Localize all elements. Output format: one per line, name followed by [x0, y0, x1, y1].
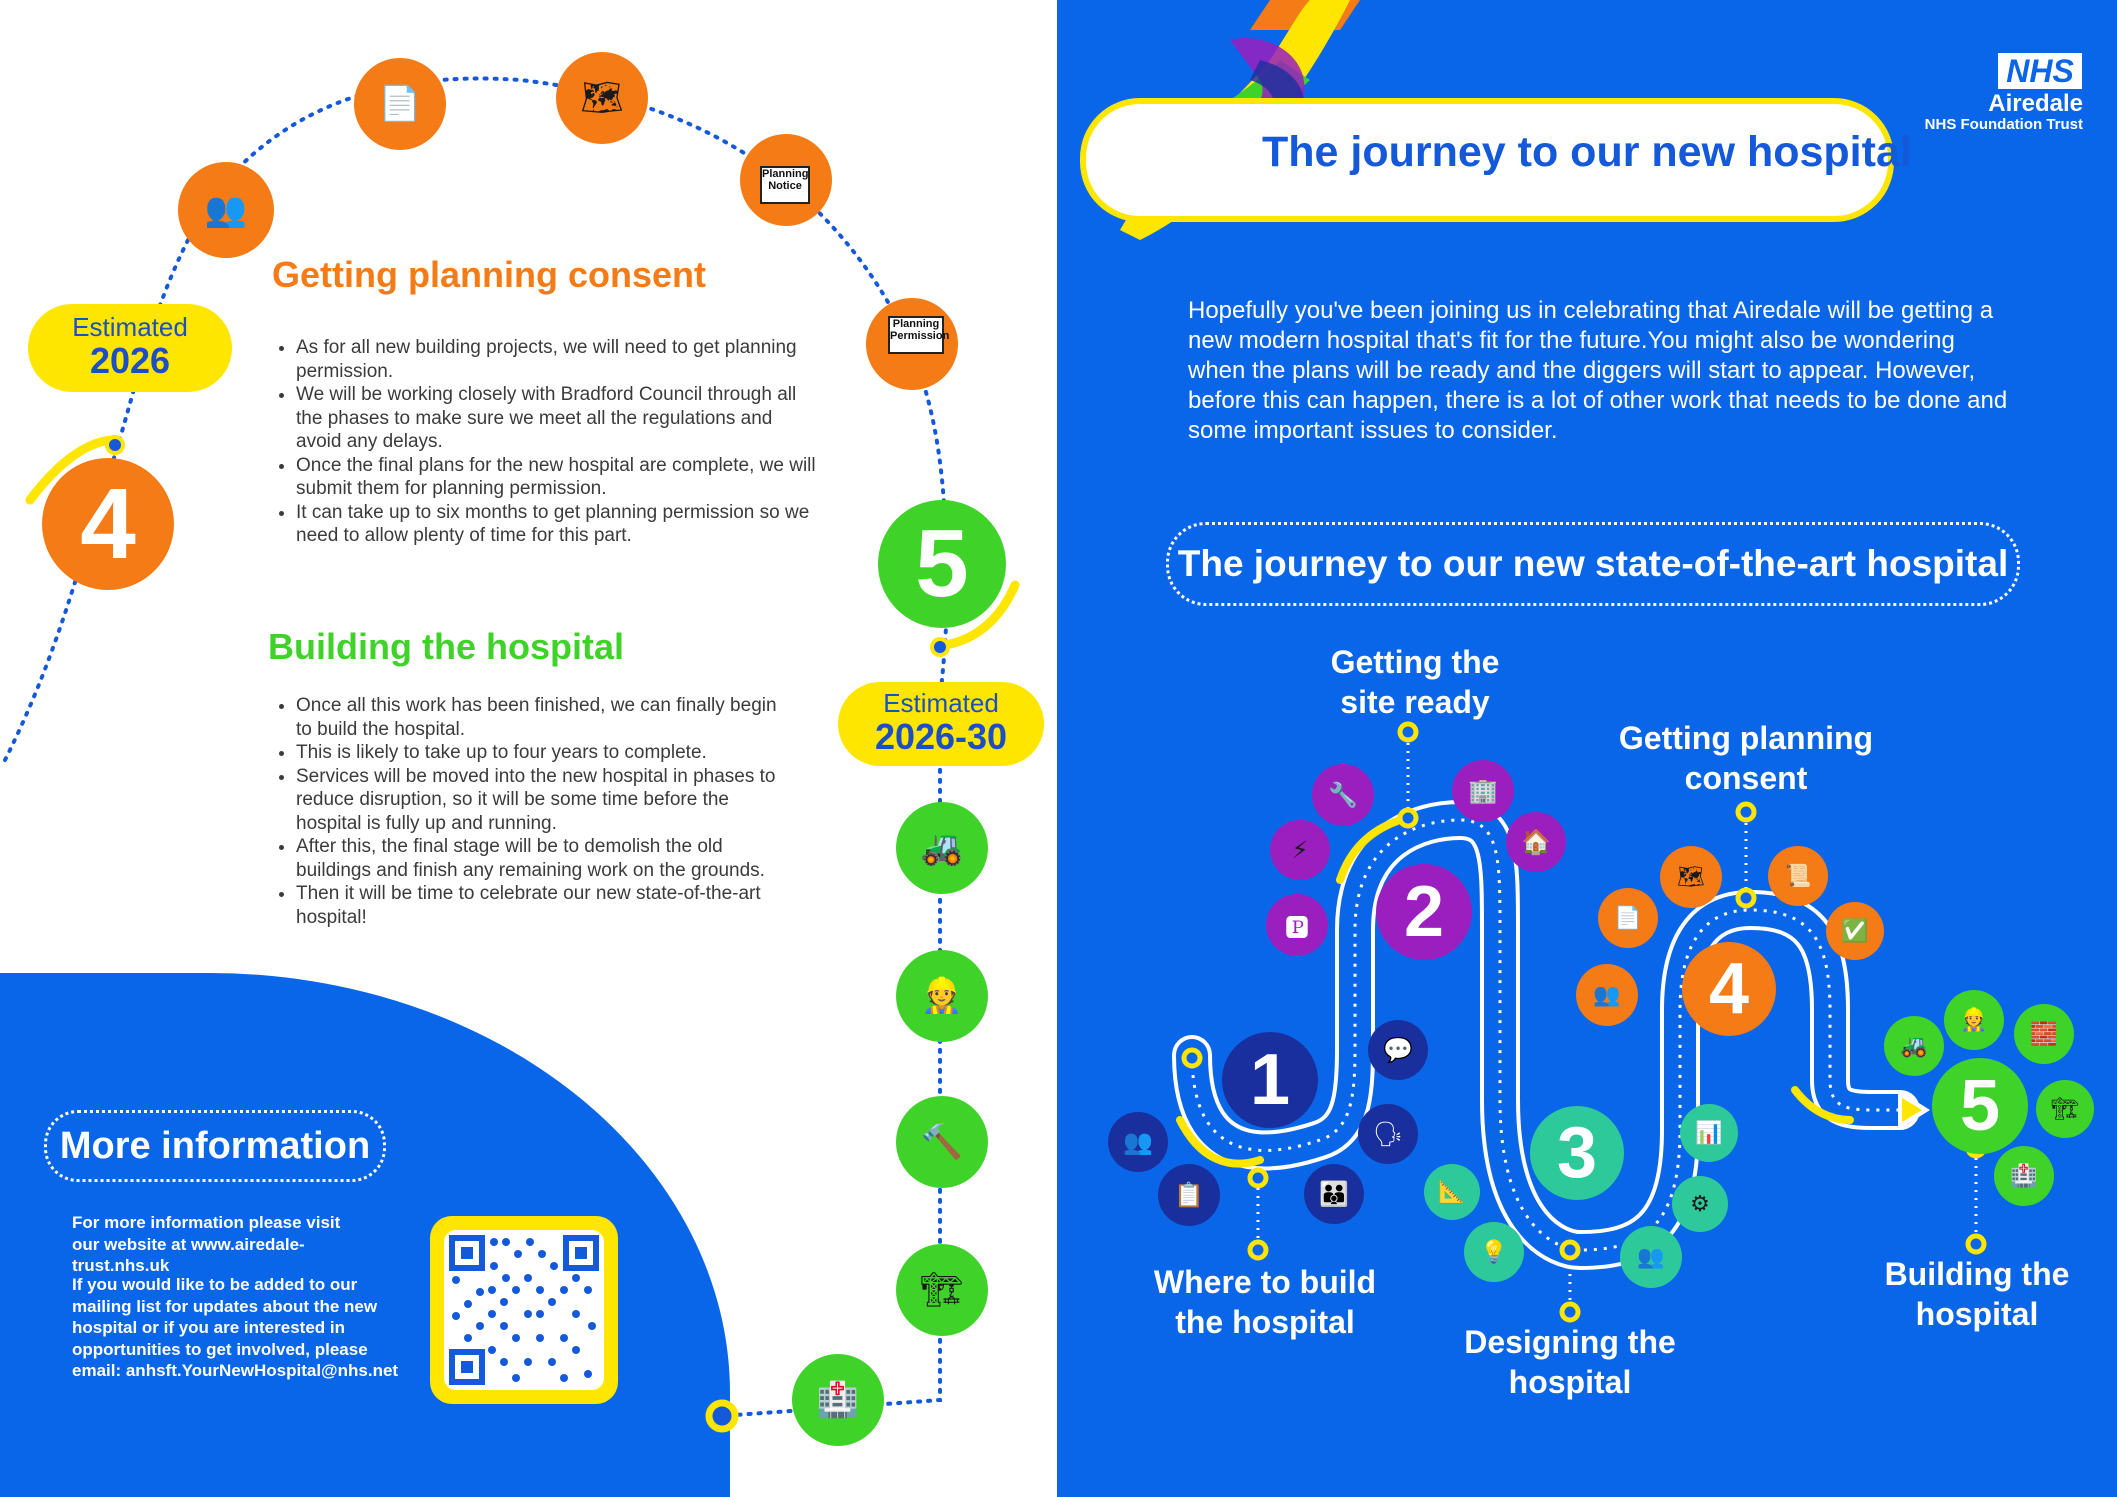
permission-icon: ✅ — [1826, 902, 1884, 960]
intro-paragraph: Hopefully you've been joining us in celebrating that Airedale will be getting a new modern hospital that's fit for the future.You might also be wondering when the plans will be ready and the diggers will start to appear. However, before this can happen, there is a lot of other work that needs to be done and some important issues to consider. — [1188, 297, 2008, 444]
crane-icon: 🏗 — [2036, 1080, 2094, 1138]
design-team-icon: 📐 — [1424, 1164, 1480, 1220]
mailing-list-info[interactable]: If you would like to be added to our mailing list for updates about the new hospital or if you are interested in opportunities to get involved, please email: anhsft.YourNewHospital@nhs.net — [72, 1275, 399, 1380]
org-name: Airedale — [1988, 90, 2083, 117]
settings-icon: ⚙ — [1672, 1176, 1728, 1232]
planning-permission-sign: Planning Permission — [888, 316, 944, 354]
step-2-circle: 2 — [1376, 864, 1472, 960]
consultation-icon: 👥 — [1576, 964, 1638, 1026]
list-item: • As for all new building projects, we will need to get planning permission. — [296, 336, 816, 383]
map-icon: 🗺 — [1660, 846, 1722, 908]
planning-notice-sign: Planning Notice — [760, 166, 810, 204]
list-item: • Once all this work has been finished, we can finally begin to build the hospital. — [296, 694, 796, 741]
utilities-icon: ⚡ — [1270, 820, 1330, 880]
list-item: • It can take up to six months to get planning permission so we need to allow plenty of time for this part. — [296, 501, 816, 548]
excavator-icon: 🚜 — [1884, 1016, 1944, 1076]
step-3-circle: 3 — [1530, 1106, 1624, 1200]
step-4-label: Getting planning consent — [1618, 720, 1874, 796]
list-item: • Services will be moved into the new hospital in phases to reduce disruption, so it will be some time before the hospital is fully up and running. — [296, 765, 796, 836]
bricklayer-icon: 🧱 — [2014, 1004, 2074, 1064]
people-meeting-icon: 👥 — [1108, 1112, 1168, 1172]
estimate-label: Estimated — [72, 312, 188, 342]
nhs-logo: NHS — [1998, 53, 2082, 89]
list-item: • After this, the final stage will be to demolish the old buildings and finish any remaining work on the grounds. — [296, 835, 796, 882]
building-site-icon: 🏢 — [1452, 760, 1514, 822]
website-info[interactable]: For more information please visit our website at www.airedale-trust.nhs.uk — [72, 1213, 341, 1275]
planning-people-icon: 👥 — [178, 162, 274, 258]
estimate-year: 2026 — [89, 340, 171, 381]
plans-document-icon: 📄 — [354, 58, 446, 150]
step-4-circle: 4 — [42, 458, 174, 590]
team-icon: 👪 — [1304, 1164, 1364, 1224]
plans-icon: 📄 — [1598, 888, 1658, 948]
page-title: The journey to our new hospital — [1262, 128, 1912, 176]
planning-heading: Getting planning consent — [272, 254, 706, 295]
worker-icon: 🔨 — [896, 1096, 988, 1188]
step-1-label: Where to build the hospital — [1153, 1264, 1377, 1340]
new-hospital-icon: 🏥 — [792, 1354, 884, 1446]
digger-icon: 🚜 — [896, 802, 988, 894]
journey-subtitle: The journey to our new state-of-the-art hospital — [1166, 522, 2020, 606]
list-item: • This is likely to take up to four years to complete. — [296, 741, 796, 765]
ideas-icon: 💡 — [1464, 1222, 1524, 1282]
survey-icon: 📋 — [1158, 1164, 1220, 1226]
parking-icon: 🅿 — [1266, 894, 1328, 956]
list-item: • Once the final plans for the new hospital are complete, we will submit them for planning permission. — [296, 454, 816, 501]
more-information-heading: More information — [44, 1110, 386, 1182]
step-4-circle: 4 — [1682, 942, 1776, 1036]
building-heading: Building the hospital — [268, 626, 624, 667]
step-2-label: Getting the site ready — [1330, 644, 1500, 720]
list-item: • Then it will be time to celebrate our new state-of-the-art hospital! — [296, 882, 796, 929]
estimate-label: Estimated — [883, 688, 999, 718]
estimate-year: 2026-30 — [874, 716, 1008, 757]
chat-icon: 💬 — [1368, 1020, 1428, 1080]
demolition-icon: 🏗 — [896, 1244, 988, 1336]
org-subtitle: NHS Foundation Trust — [1924, 116, 2083, 133]
list-item: • We will be working closely with Bradford Council through all the phases to make sure we meet all the regulations and avoid any delays. — [296, 383, 816, 454]
hospital-building-icon: 🏥 — [1994, 1146, 2054, 1206]
survey-tools-icon: 🔧 — [1312, 764, 1374, 826]
step-5-label: Building the hospital — [1884, 1256, 2070, 1332]
workshop-icon: 👥 — [1620, 1226, 1682, 1288]
step-1-circle: 1 — [1222, 1032, 1318, 1128]
discussion-icon: 🗣 — [1358, 1104, 1418, 1164]
step-5-circle: 5 — [1932, 1058, 2028, 1154]
construction-crew-icon: 👷 — [1944, 990, 2004, 1050]
step-3-label: Designing the hospital — [1464, 1324, 1676, 1400]
builders-icon: 👷 — [896, 950, 988, 1042]
portacabin-icon: 🏠 — [1506, 812, 1566, 872]
whiteboard-icon: 📊 — [1680, 1104, 1738, 1162]
step-5-circle: 5 — [878, 500, 1006, 628]
site-map-icon: 🗺 — [556, 52, 648, 144]
notice-icon: 📜 — [1768, 846, 1828, 906]
